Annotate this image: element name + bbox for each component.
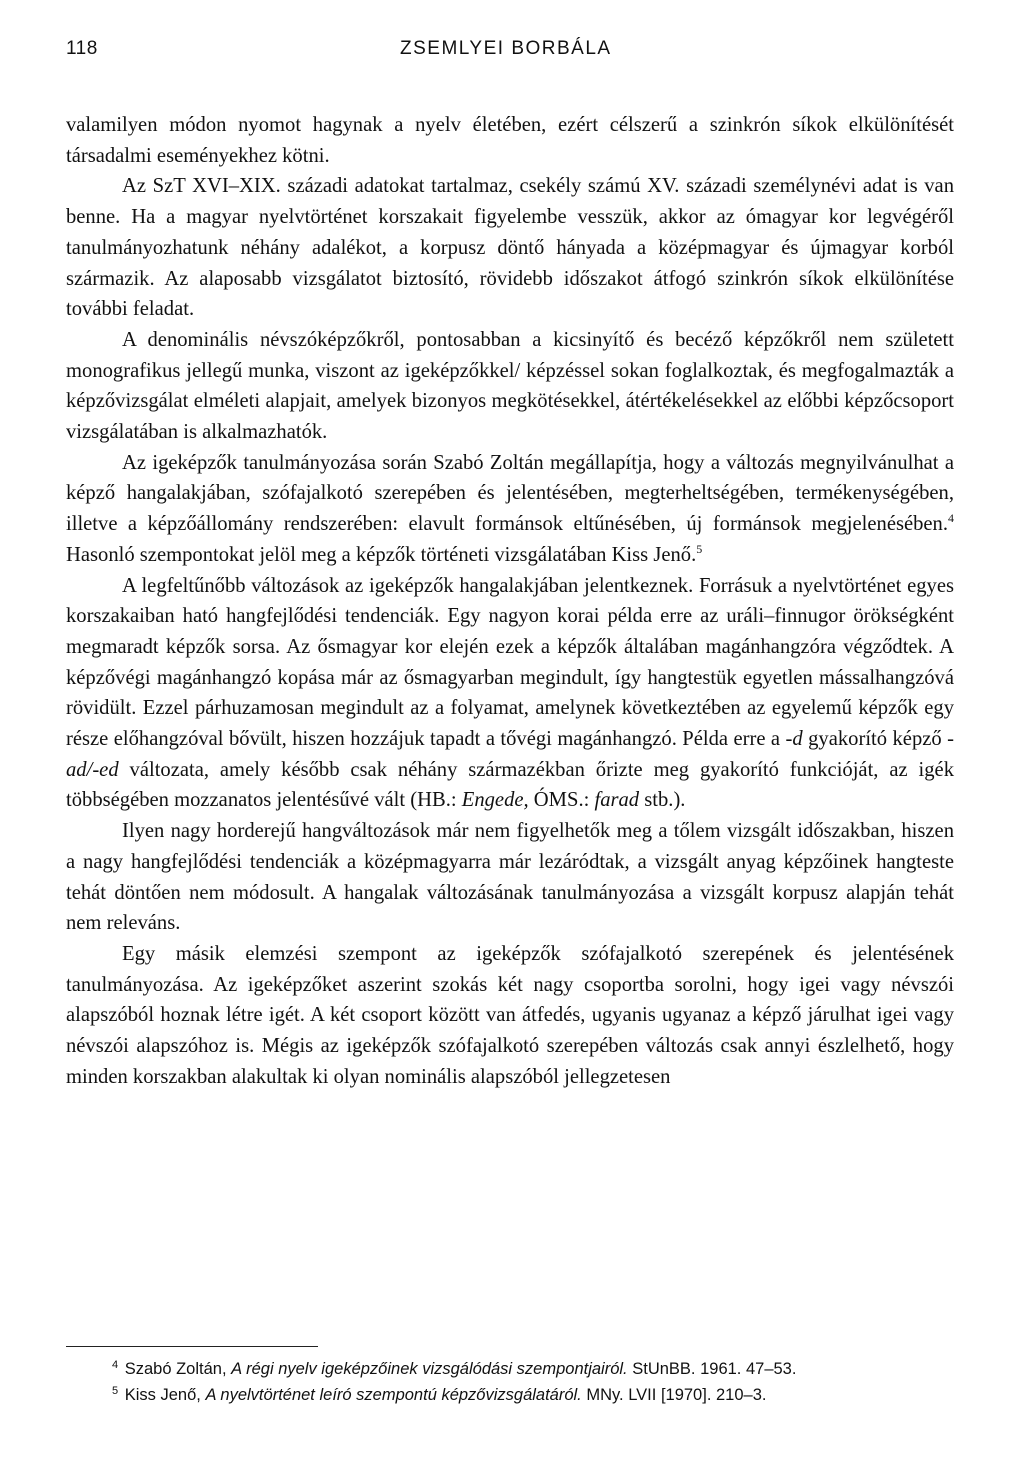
- example-engede: Engede,: [461, 789, 529, 812]
- footnote-separator: [66, 1346, 318, 1347]
- example-farad: farad: [594, 789, 640, 812]
- paragraph-szt-sources: Az SzT XVI–XIX. századi adatokat tartalmaz, csekély számú XV. századi személynévi adat is van benne. Ha a magyar nyelvtörténet korszakait figyelembe vesszük, akkor az ómagyar kor legvégéről tanulmányozhatunk néhány adalékot, a korpusz döntő hányada a középmagyar és újmagyar korból származik. Az alaposabb vizsgálatot biztosító, rövidebb időszakot átfogó szinkrón síkok elkülönítése további feladat.: [66, 175, 954, 321]
- footnote-5: $^5$ Kiss Jenő, A nyelvtörténet leíró szempontú képzővizsgálatáról. MNy. LVII [1970]. 210–3.: [112, 1384, 767, 1404]
- footnote-ref-4[interactable]: 4: [948, 511, 954, 526]
- footnotes: [112, 1356, 972, 1408]
- footnote-4: $^4$ Szabó Zoltán, A régi nyelv igeképzőinek vizsgálódási szempontjairól. StUnBB. 1961. 47–53.: [112, 1358, 797, 1378]
- page-number: 118: [66, 38, 98, 59]
- paragraph-sound-changes: A legfeltűnőbb változások az igeképzők hangalakjában jelentkeznek. Forrásuk a nyelvtörténet egyes korszakaiban ható hangfejlődési tendenciák. Egy nagyon korai példa erre az uráli–finnugor örökségként megmaradt képzők sorsa. Az ősmagyar kor elején ezek a képzők általában magánhangzóra végződtek. A képzővégi magánhangzó kopása már az ősmagyarban megindult, így hangtestük egyetlen mássalhangzóvá rövidült. Ezzel párhuzamosan megindult az a folyamat, amelynek következtében az egyelemű képzők egy része előhangzóval bővült, hiszen hozzájuk tapadt a tővégi magánhangzó. Példa erre a -d gyakorító képző - ad/-ed változata, amely később csak néhány származékban őrizte meg gyakorító funkcióját, az igék többségében mozzanatos jelentésűvé vált (HB.: Engede, ÓMS.: farad stb.).: [66, 574, 954, 812]
- page-header: [0, 38, 1024, 66]
- paragraph-no-major-changes: Ilyen nagy horderejű hangváltozások már nem figyelhetők meg a tőlem vizsgált időszakban, hiszen a nagy hangfejlődési tendenciák a középmagyarra már lezáródtak, a vizsgált anyag képzőinek hangteste tehát döntően nem módosult. A hangalak változásának tanulmányozása a vizsgált korpusz alapján tehát nem releváns.: [66, 820, 954, 935]
- paragraph-szabo-zoltan: Az igeképzők tanulmányozása során Szabó Zoltán megállapítja, hogy a változás megnyilvánulhat a képző hangalakjában, szófajalkotó szerepében és jelentésében, megterheltségében, termékenységében, illetve a képzőállomány rendszerében: elavult formánsok eltűnésében, új formánsok megjelenésében.$^4$ Hasonló szempontokat jelöl meg a képzők történeti vizsgálatában Kiss Jenő.$^5$: [66, 451, 954, 566]
- paragraph-word-class-role: Egy másik elemzési szempont az igeképzők szófajalkotó szerepének és jelentésének tanulmányozása. Az igeképzőket aszerint szokás két nagy csoportba sorolni, hogy igei vagy névszói alapszóból hoznak létre igét. A két csoport között van átfedés, ugyanis ugyanaz a képző járulhat igei vagy névszói alapszóhoz is. Mégis az igeképzők szófajalkotó szerepében változás csak annyi észlelhető, hogy minden korszakban alakultak ki olyan nominális alapszóból jellegzetesen: [66, 942, 954, 1088]
- example-suffix-d: -d: [785, 728, 803, 751]
- paragraph-denominal-suffixes: A denominális névszóképzőkről, pontosabban a kicsinyítő és becéző képzőkről nem született monografikus jellegű munka, viszont az igeképzőkkel/ képzéssel sokan foglalkoztak, és megfogalmazták a képzővizsgálat elméleti alapjait, amelyek bizonyos megkötésekkel, átértékelésekkel az előbbi képzőcsoport vizsgálatában is alkalmazhatók.: [66, 328, 954, 444]
- footnote-ref-5[interactable]: 5: [696, 541, 703, 556]
- example-suffix-ad-ed: ad/-ed: [66, 758, 119, 781]
- paragraph-continuation: valamilyen módon nyomot hagynak a nyelv életében, ezért célszerű a szinkrón síkok elkülönítését társadalmi eseményekhez kötni.: [66, 114, 954, 167]
- body-text: [66, 110, 954, 1093]
- running-head: ZSEMLYEI BORBÁLA: [400, 38, 612, 59]
